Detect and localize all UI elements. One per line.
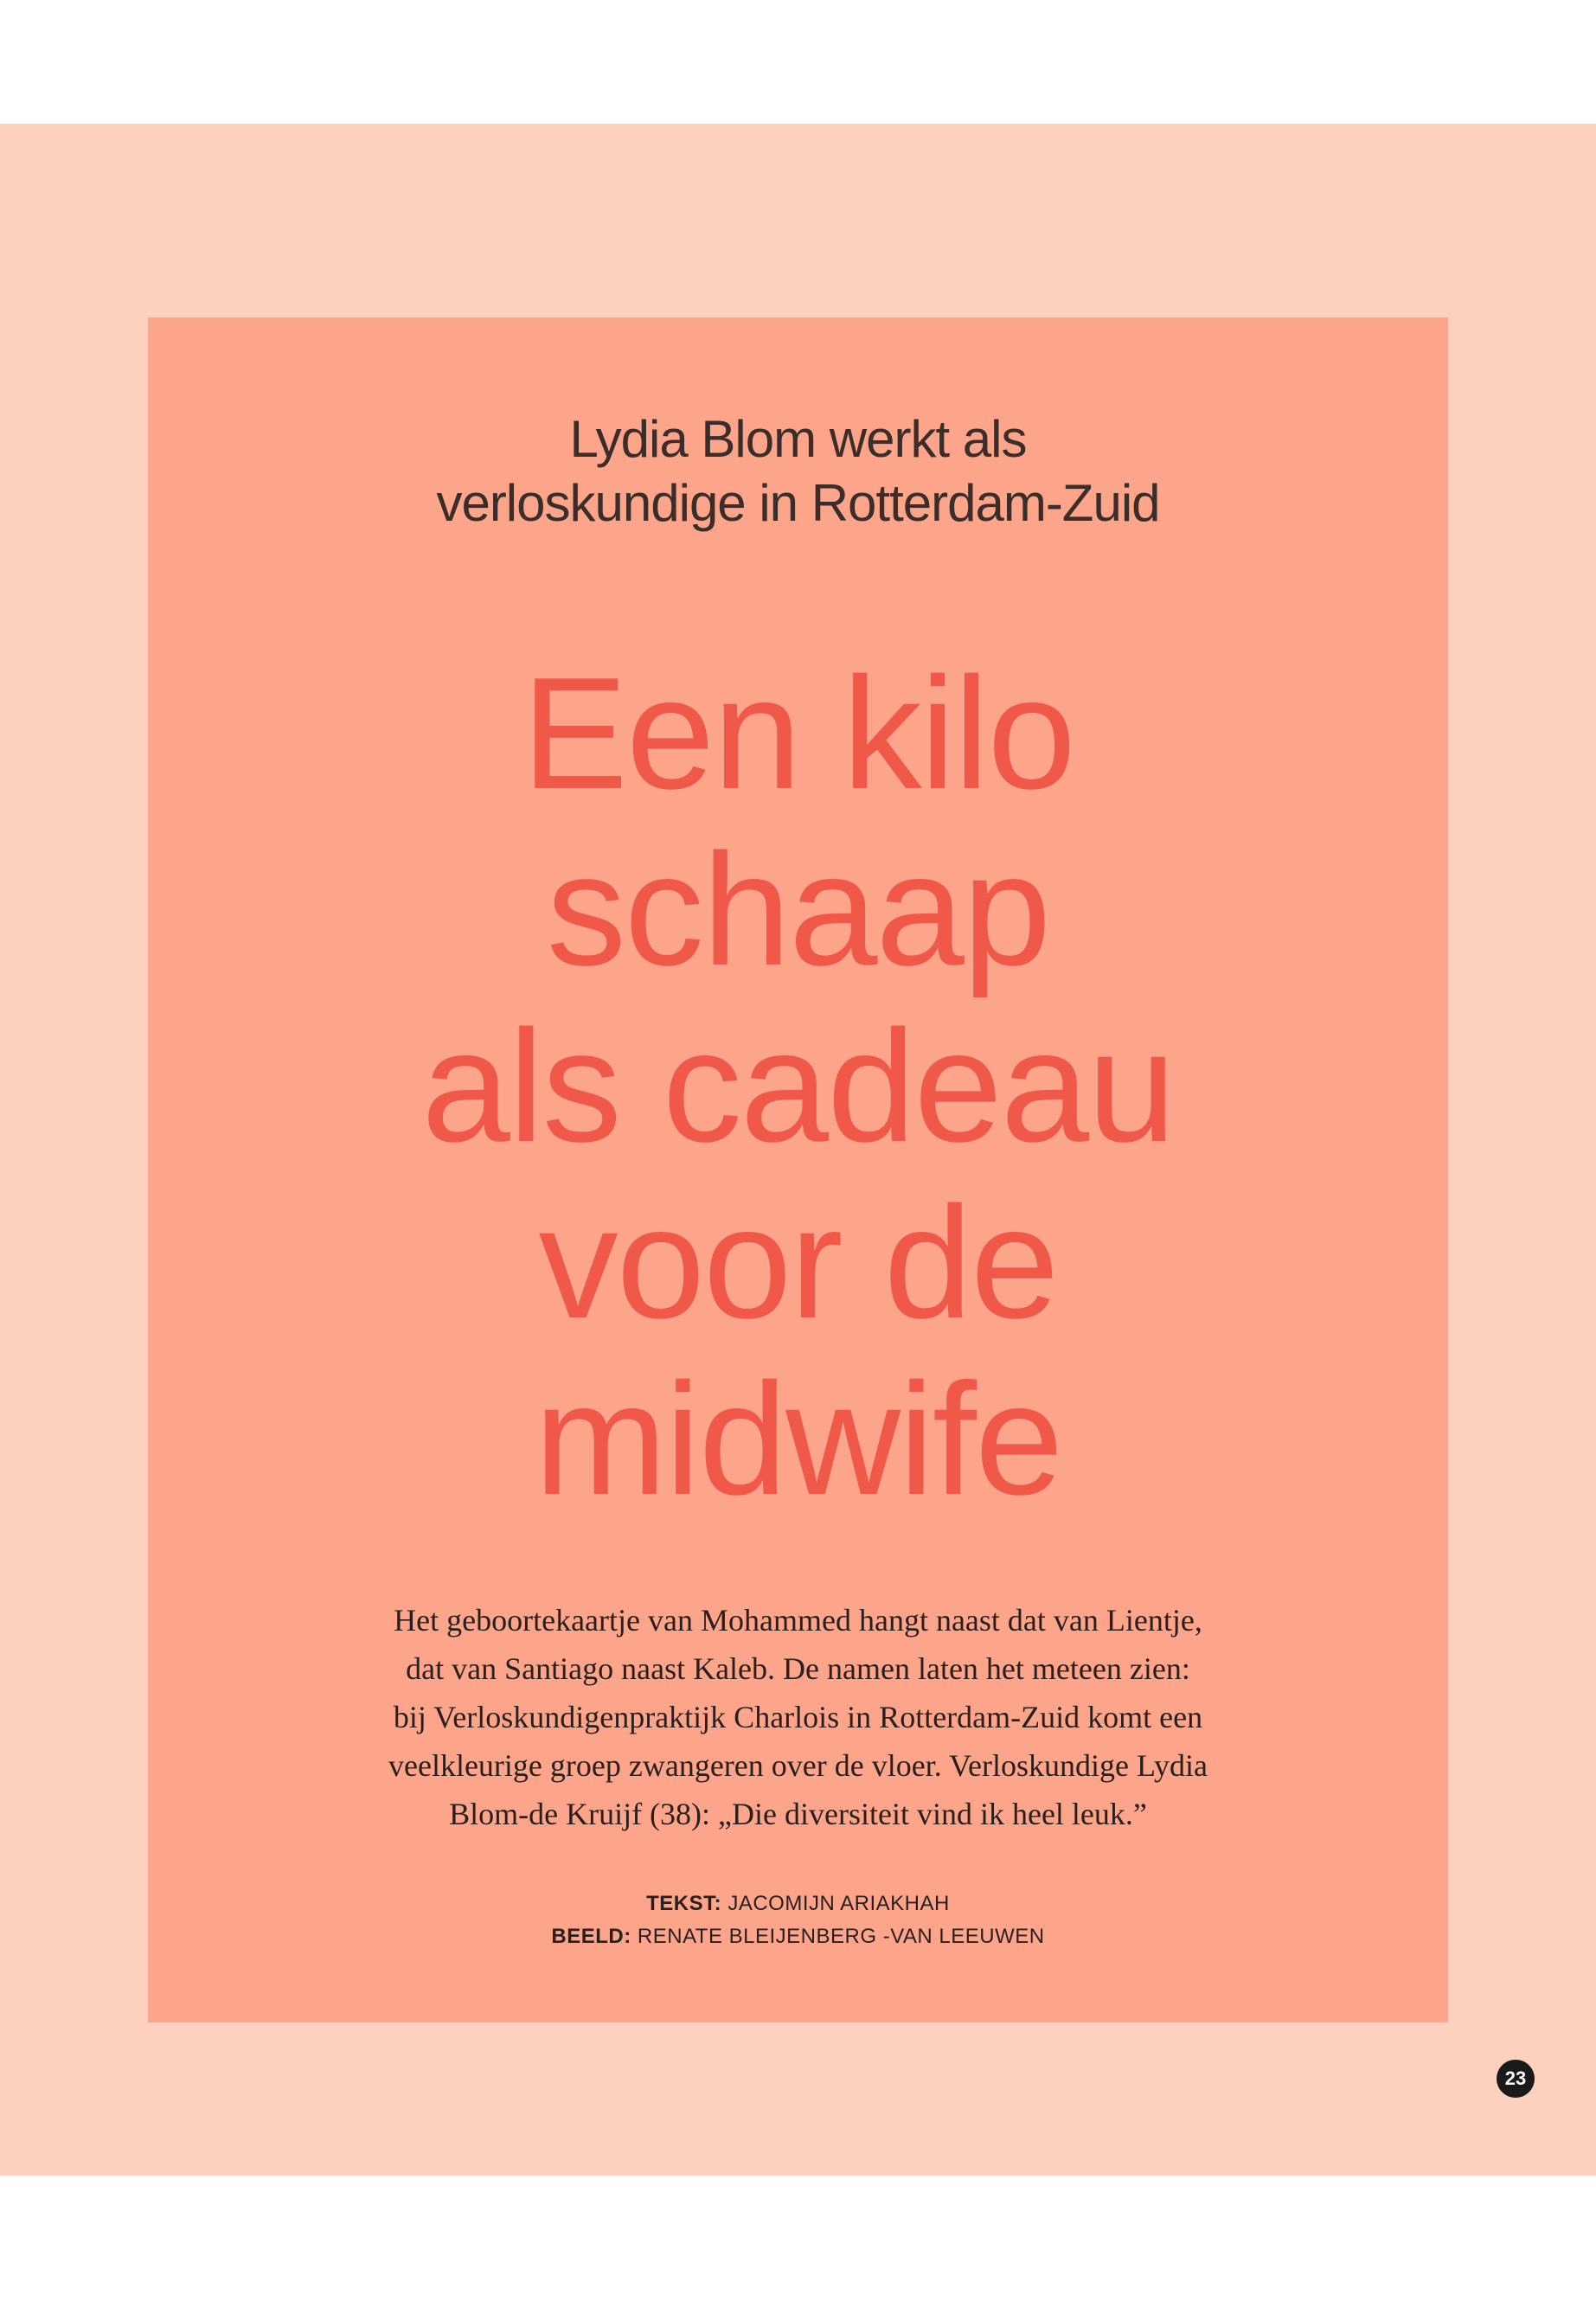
article-subtitle	[148, 407, 1448, 535]
image-credit	[148, 1920, 1448, 1953]
intro-line: bij Verloskundigenpraktijk Charlois in Rotterdam-Zuid komt een	[393, 1700, 1203, 1734]
article-headline	[148, 644, 1448, 1527]
intro-line: Het geboortekaartje van Mohammed hangt naast dat van Lientje,	[394, 1603, 1202, 1638]
image-credit-label: BEELD:	[551, 1925, 631, 1948]
text-credit	[148, 1888, 1448, 1920]
headline-line: als cadeau	[421, 997, 1175, 1175]
headline-line: schaap	[546, 820, 1050, 998]
article-intro	[330, 1596, 1266, 1838]
intro-line: veelkleurige groep zwangeren over de vloer. Verloskundige Lydia	[388, 1748, 1208, 1783]
intro-line: Blom-de Kruijf (38): „Die diversiteit vind ik heel leuk.”	[449, 1797, 1147, 1831]
headline-line: Een kilo	[522, 644, 1074, 822]
subtitle-line: Lydia Blom werkt als	[569, 410, 1027, 468]
subtitle-line: verloskundige in Rotterdam-Zuid	[436, 474, 1160, 532]
text-credit-name: JACOMIJN ARIAKHAH	[727, 1892, 950, 1915]
article-credits	[148, 1888, 1448, 1953]
page-number-badge: 23	[1497, 2060, 1535, 2098]
text-credit-label: TEKST:	[646, 1892, 722, 1915]
title-panel	[148, 317, 1448, 2022]
intro-line: dat van Santiago naast Kaleb. De namen laten het meteen zien:	[406, 1651, 1190, 1686]
headline-line: voor de	[538, 1173, 1058, 1351]
headline-line: midwife	[534, 1349, 1062, 1528]
image-credit-name: RENATE BLEIJENBERG -VAN LEEUWEN	[637, 1925, 1045, 1948]
